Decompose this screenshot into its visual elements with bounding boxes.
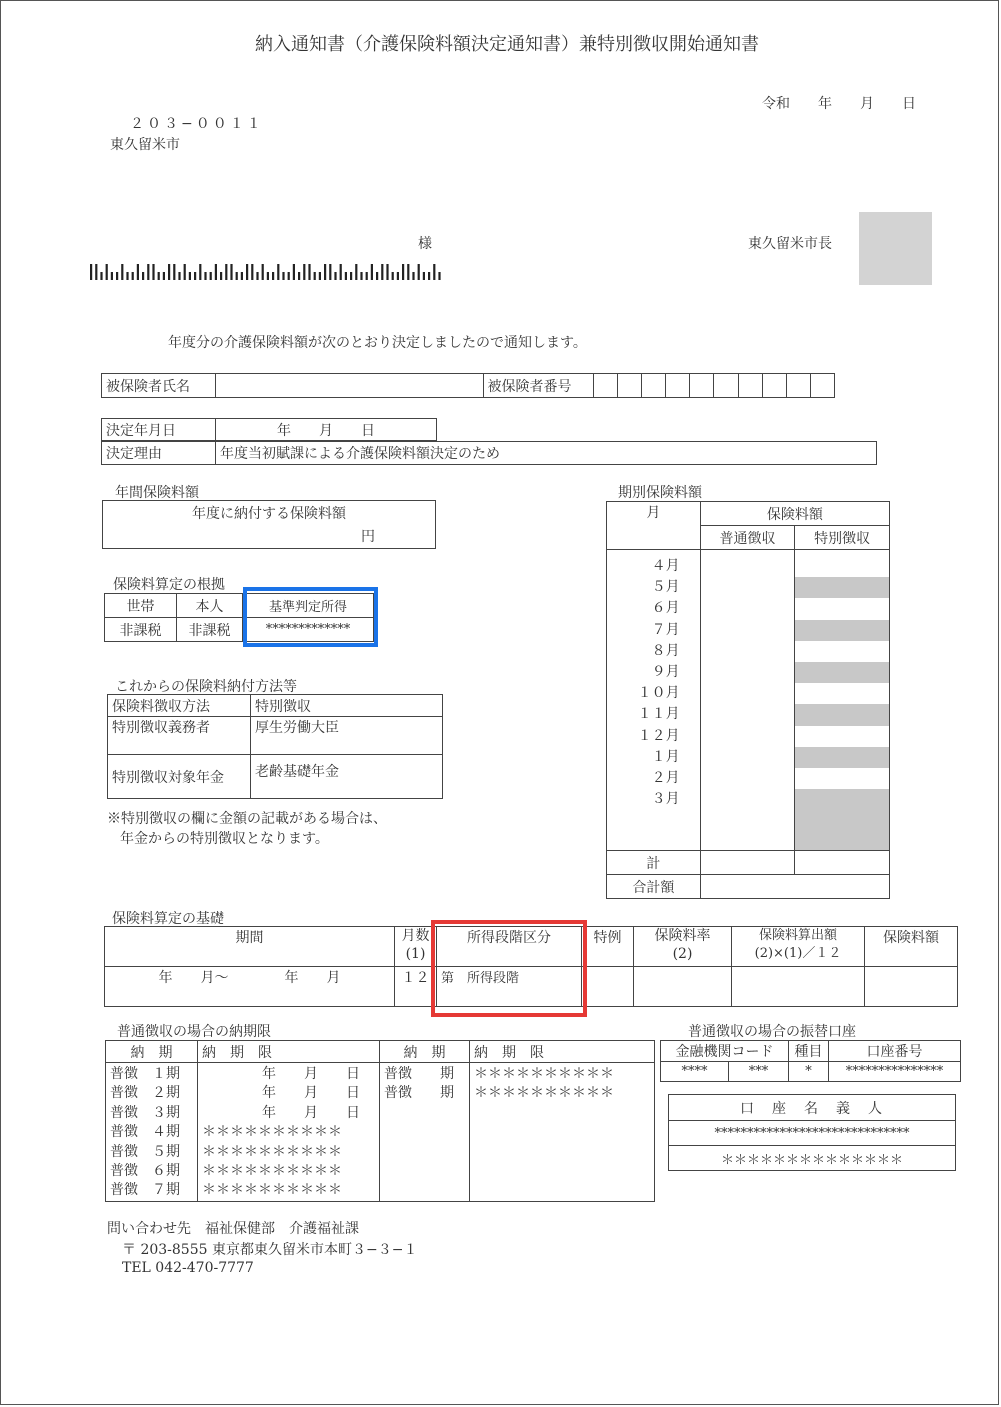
deadline-limit-5: ＊＊＊＊＊＊＊＊＊＊	[202, 1143, 342, 1160]
barcode-bar	[236, 272, 238, 280]
annual-header: 年度に納付する保険料額	[103, 501, 436, 525]
deadline-limit2-1: ＊＊＊＊＊＊＊＊＊＊	[474, 1066, 614, 1082]
barcode-bar	[137, 264, 139, 280]
decision-date-table	[101, 418, 437, 441]
deadline-term2-1: 普徴 期	[384, 1066, 454, 1082]
calc-amount-label: 保険料算出額	[758, 928, 837, 943]
barcode-bar	[402, 264, 404, 280]
barcode-bar	[168, 264, 170, 280]
period-special-row-11	[795, 768, 889, 789]
deadline-limit-1: 年 月 日	[262, 1066, 360, 1082]
intro-text: 年度分の介護保険料額が次のとおり決定しましたので通知します。	[168, 335, 587, 351]
calc-section-title: 保険料算定の基礎	[112, 911, 224, 927]
calc-amount-header	[732, 927, 865, 967]
barcode-bar	[334, 272, 336, 280]
barcode-bar	[241, 272, 243, 280]
barcode-bar	[355, 264, 357, 280]
period-special-row-9	[795, 726, 889, 747]
period-month-10: １月	[651, 748, 680, 765]
barcode-bar	[360, 272, 362, 280]
calc-months-label: 月数	[401, 928, 430, 944]
period-table	[606, 501, 890, 899]
deadline-term-header-1: 納 期	[106, 1041, 198, 1063]
honorific: 様	[418, 236, 432, 252]
deadline-limit-7: ＊＊＊＊＊＊＊＊＊＊	[202, 1182, 342, 1199]
decision-reason-value: 年度当初賦課による介護保険料額決定のため	[216, 442, 877, 465]
barcode-bar	[340, 264, 342, 280]
contact-line-2: 〒 203-8555 東京都東久留米市本町３−３−１	[122, 1242, 418, 1258]
period-month-8: １１月	[637, 706, 680, 723]
barcode-bar	[251, 264, 253, 280]
method-section-title: これからの保険料納付方法等	[115, 679, 297, 695]
calc-special-header: 特例	[582, 927, 634, 967]
calc-grade-header: 所得段階区分	[437, 927, 582, 967]
deadline-term-6: 普徴 ６期	[110, 1163, 180, 1180]
period-special-row-2	[795, 577, 889, 598]
calc-period-header: 期間	[105, 927, 395, 967]
barcode-bar	[210, 272, 212, 280]
barcode-bar	[256, 272, 258, 280]
deadline-term-header-2: 納 期	[380, 1041, 470, 1063]
period-special-row-7	[795, 683, 889, 704]
calc-rate-label: 保険料率	[654, 928, 711, 944]
barcode-bar	[178, 272, 180, 280]
period-special-row-12	[795, 789, 889, 810]
decision-reason-label: 決定理由	[102, 442, 216, 465]
method-table	[107, 694, 443, 799]
barcode-bar	[106, 264, 108, 280]
basis-income-header: 基準判定所得	[243, 594, 374, 618]
calc-grade-value: 第 所得段階	[437, 967, 582, 1007]
barcode-bar	[381, 264, 383, 280]
decision-reason-table	[101, 441, 877, 465]
period-total-label: 計	[607, 851, 701, 875]
basis-self-value: 非課税	[177, 618, 243, 642]
account-holder-label: 口 座 名 義 人	[669, 1095, 956, 1121]
barcode-bar	[303, 264, 305, 280]
barcode-bar	[262, 264, 264, 280]
barcode-bar	[366, 272, 368, 280]
barcode-bar	[204, 272, 206, 280]
barcode-bar	[132, 272, 134, 280]
deadline-limits-cell	[198, 1063, 380, 1202]
period-special-row-10	[795, 747, 889, 768]
account-branch-value: ***	[729, 1062, 789, 1082]
account-holder-table	[668, 1094, 956, 1171]
issue-date: 令和 年 月 日	[762, 96, 916, 112]
deadline-terms2-cell	[380, 1063, 470, 1202]
period-fee-header: 保険料額	[700, 502, 889, 526]
contact-line-1: 問い合わせ先 福祉保健部 介護福祉課	[107, 1221, 359, 1237]
period-special-row-3	[795, 598, 889, 619]
highlight-box-red	[431, 920, 587, 1017]
basis-section-title: 保険料算定の根拠	[113, 577, 225, 593]
barcode-bar	[397, 272, 399, 280]
calc-rate-header	[634, 927, 732, 967]
barcode-bar	[392, 272, 394, 280]
barcode-bar	[324, 264, 326, 280]
barcode-bar	[126, 272, 128, 280]
period-month-9: １２月	[637, 727, 680, 744]
deadline-term-4: 普徴 ４期	[110, 1124, 180, 1141]
annual-unit: 円	[103, 525, 436, 549]
barcode-bar	[418, 264, 420, 280]
barcode-bar	[215, 264, 217, 280]
method-label-collection: 保険料徴収方法	[108, 695, 251, 717]
insured-name-label: 被保険者氏名	[102, 374, 216, 398]
period-month-cell	[607, 550, 701, 851]
barcode-bar	[423, 272, 425, 280]
barcode-bar	[173, 264, 175, 280]
barcode-bar	[199, 264, 201, 280]
account-table	[660, 1040, 961, 1082]
barcode-bar	[111, 272, 113, 280]
barcode-bar	[376, 272, 378, 280]
period-month-5: ８月	[651, 642, 680, 659]
barcode-bar	[350, 272, 352, 280]
deadline-limit-2: 年 月 日	[262, 1085, 360, 1102]
calc-amount-sub: (2)×(1)／１２	[754, 946, 842, 961]
deadline-limit-header-1: 納 期 限	[198, 1041, 380, 1063]
period-month-7: １０月	[637, 685, 680, 702]
barcode-bar	[158, 272, 160, 280]
barcode-bar	[277, 264, 279, 280]
barcode-bar	[184, 264, 186, 280]
deadline-term-5: 普徴 ５期	[110, 1143, 180, 1160]
calc-fee-header: 保険料額	[865, 927, 958, 967]
deadline-term-7: 普徴 ７期	[110, 1182, 180, 1199]
barcode-bar	[225, 264, 227, 280]
method-value-obligor: 厚生労働大臣	[251, 717, 443, 755]
decision-date-value: 年 月 日	[216, 419, 437, 441]
barcode-bar	[412, 272, 414, 280]
basis-income-value: *************	[243, 618, 374, 642]
barcode-bar	[433, 264, 435, 280]
barcode-bar	[314, 272, 316, 280]
deadline-limit2-2: ＊＊＊＊＊＊＊＊＊＊	[474, 1085, 614, 1102]
deadline-table	[105, 1040, 655, 1202]
barcode-bar	[152, 264, 154, 280]
deadline-section-title: 普通徴収の場合の納期限	[117, 1024, 271, 1040]
highlight-box-blue	[243, 587, 378, 647]
customer-barcode	[90, 262, 446, 282]
barcode-bar	[308, 264, 310, 280]
barcode-bar	[100, 272, 102, 280]
period-special-cell	[795, 550, 890, 851]
period-normal-header: 普通徴収	[700, 526, 795, 550]
account-type-value: *	[789, 1062, 829, 1082]
decision-date-label: 決定年月日	[102, 419, 216, 441]
period-month-2: ５月	[651, 579, 680, 596]
barcode-bar	[147, 264, 149, 280]
deadline-term2-2: 普徴 期	[384, 1085, 454, 1102]
barcode-bar	[90, 264, 92, 280]
calc-period-value: 年 月〜 年 月	[105, 967, 395, 1007]
account-bank-header: 金融機関コード	[661, 1041, 789, 1062]
period-special-row-4	[795, 620, 889, 641]
calc-rate-sub: (2)	[672, 946, 693, 962]
period-month-4: ７月	[651, 621, 680, 638]
account-type-header: 種目	[789, 1041, 829, 1062]
postal-code: ２０３−００１１	[130, 116, 264, 132]
period-special-header: 特別徴収	[795, 526, 890, 550]
barcode-bar	[288, 272, 290, 280]
barcode-bar	[438, 272, 440, 280]
deadline-limits2-cell	[470, 1063, 655, 1202]
account-number-value: ***************	[829, 1062, 961, 1082]
account-section-title: 普通徴収の場合の振替口座	[688, 1024, 856, 1040]
barcode-bar	[163, 272, 165, 280]
barcode-bar	[272, 272, 274, 280]
barcode-bar	[267, 272, 269, 280]
barcode-bar	[428, 272, 430, 280]
calc-months-value: １２	[395, 967, 437, 1007]
barcode-bar	[319, 272, 321, 280]
period-month-12: ３月	[651, 791, 680, 808]
period-month-3: ６月	[651, 600, 680, 617]
deadline-terms-cell	[106, 1063, 198, 1202]
account-holder-line-2: ＊＊＊＊＊＊＊＊＊＊＊＊＊＊	[669, 1146, 956, 1171]
city-address: 東久留米市	[110, 137, 180, 153]
barcode-bar	[194, 272, 196, 280]
barcode-bar	[230, 264, 232, 280]
barcode-bar	[407, 264, 409, 280]
period-month-11: ２月	[651, 769, 680, 786]
period-special-row-8	[795, 704, 889, 725]
deadline-limit-3: 年 月 日	[262, 1104, 360, 1121]
barcode-bar	[189, 272, 191, 280]
basis-household-header: 世帯	[105, 594, 177, 618]
period-special-row-1	[795, 556, 889, 577]
barcode-bar	[371, 264, 373, 280]
method-value-collection: 特別徴収	[251, 695, 443, 717]
barcode-bar	[246, 264, 248, 280]
insured-name-value	[216, 374, 483, 398]
deadline-limit-6: ＊＊＊＊＊＊＊＊＊＊	[202, 1163, 342, 1180]
barcode-bar	[293, 264, 295, 280]
account-number-header: 口座番号	[829, 1041, 961, 1062]
barcode-bar	[116, 272, 118, 280]
method-note-2: 年金からの特別徴収となります。	[120, 831, 329, 847]
insured-number-label: 被保険者番号	[483, 374, 593, 398]
period-special-row-5	[795, 641, 889, 662]
deadline-term-3: 普徴 ３期	[110, 1104, 180, 1121]
account-bank-value: ****	[661, 1062, 729, 1082]
period-special-shaded-tail	[795, 810, 889, 850]
deadline-term-2: 普徴 ２期	[110, 1085, 180, 1102]
annual-section-title: 年間保険料額	[115, 485, 199, 501]
deadline-limit-header-2: 納 期 限	[470, 1041, 655, 1063]
barcode-bar	[329, 264, 331, 280]
deadline-limit-4: ＊＊＊＊＊＊＊＊＊＊	[202, 1124, 342, 1141]
method-note-1: ※特別徴収の欄に金額の記載がある場合は、	[107, 811, 387, 827]
barcode-bar	[345, 272, 347, 280]
barcode-bar	[298, 272, 300, 280]
barcode-bar	[142, 272, 144, 280]
period-special-row-6	[795, 662, 889, 683]
barcode-bar	[95, 264, 97, 280]
period-month-6: ９月	[651, 663, 680, 680]
period-month-header: 月	[607, 502, 701, 550]
document-title: 納入通知書（介護保険料額決定通知書）兼特別徴収開始通知書	[255, 34, 759, 55]
official-seal	[859, 212, 932, 285]
barcode-bar	[282, 272, 284, 280]
contact-line-3: TEL 042-470-7777	[122, 1260, 254, 1276]
calc-months-sub: (1)	[405, 946, 426, 962]
method-value-pension: 老齢基礎年金	[251, 755, 443, 799]
basis-self-header: 本人	[177, 594, 243, 618]
barcode-bar	[386, 264, 388, 280]
period-grand-total-label: 合計額	[607, 875, 701, 899]
period-normal-cell	[700, 550, 795, 851]
account-holder-line-1: ******************************	[669, 1121, 956, 1146]
mayor-title: 東久留米市長	[748, 236, 832, 252]
insured-table	[101, 373, 835, 398]
annual-table	[102, 500, 436, 549]
basis-household-value: 非課税	[105, 618, 177, 642]
method-label-obligor: 特別徴収義務者	[108, 717, 251, 755]
barcode-bar	[121, 264, 123, 280]
method-label-pension: 特別徴収対象年金	[108, 755, 251, 799]
barcode-bar	[220, 272, 222, 280]
period-month-1: ４月	[651, 558, 680, 574]
period-section-title: 期別保険料額	[618, 485, 702, 501]
deadline-term-1: 普徴 １期	[110, 1066, 180, 1082]
